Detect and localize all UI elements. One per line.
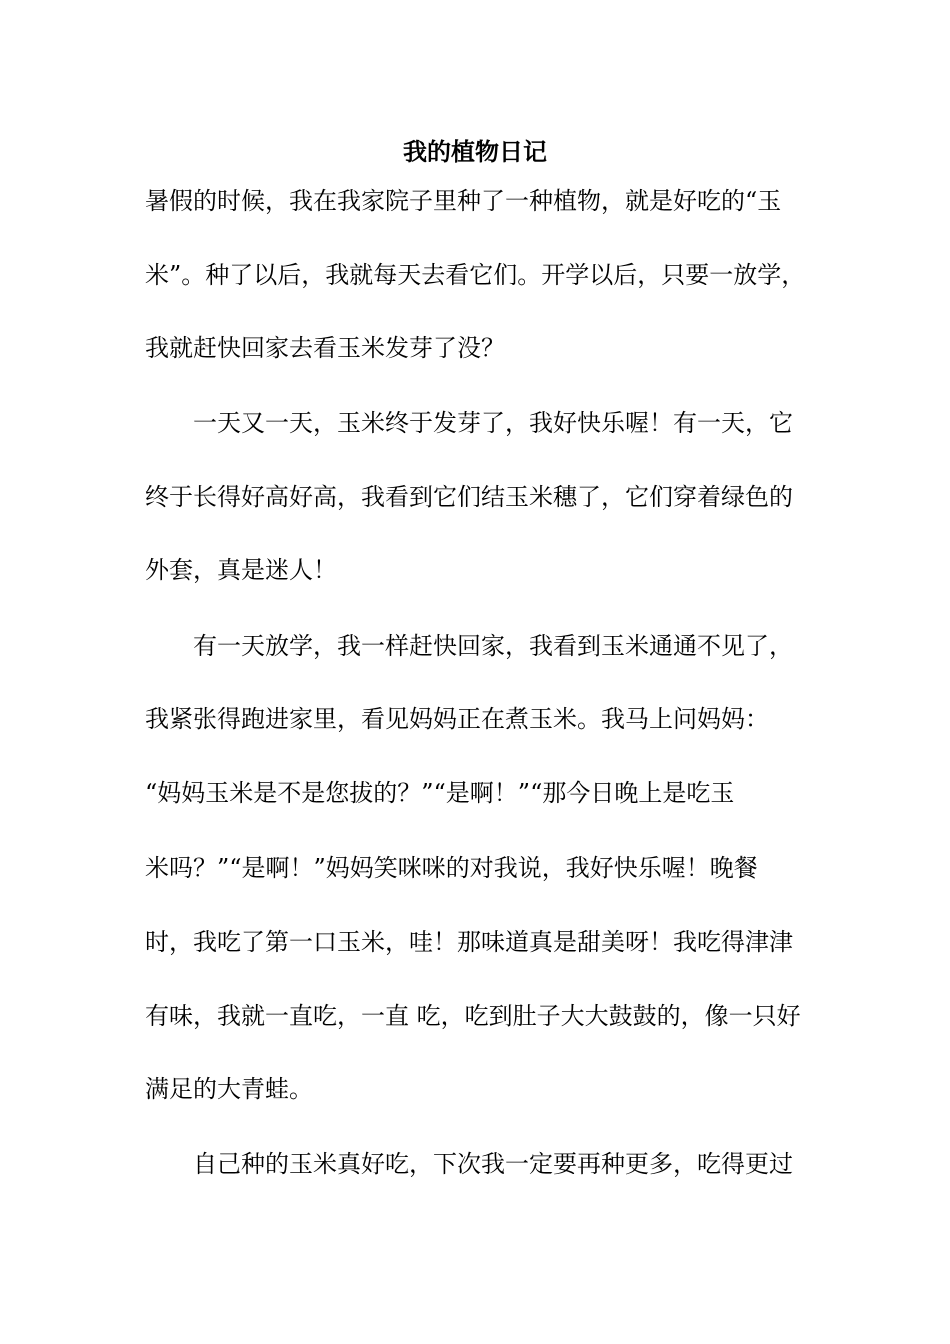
text-line: 我紧张得跑进家里，看见妈妈正在煮玉米。我马上问妈妈：: [145, 705, 769, 733]
text-line: 外套，真是迷人！: [145, 556, 337, 584]
text-line: “妈妈玉米是不是您拔的？”“是啊！”“那今日晚上是吃玉: [145, 779, 735, 807]
text-line: 自己种的玉米真好吃，下次我一定要再种更多，吃得更过: [193, 1150, 793, 1178]
text-line: 满足的大青蛙。: [145, 1075, 313, 1103]
text-line: 终于长得好高好高，我看到它们结玉米穗了，它们穿着绿色的: [145, 483, 793, 511]
text-line: 时，我吃了第一口玉米，哇！那味道真是甜美呀！我吃得津津: [145, 928, 793, 956]
text-line: 一天又一天，玉米终于发芽了，我好快乐喔！有一天，它: [193, 409, 793, 437]
text-line: 我就赶快回家去看玉米发芽了没？: [145, 334, 505, 362]
text-line: 有一天放学，我一样赶快回家，我看到玉米通通不见了，: [193, 632, 793, 660]
text-line: 暑假的时候，我在我家院子里种了一种植物，就是好吃的“玉: [145, 187, 782, 215]
document-title: 我的植物日记: [403, 137, 547, 166]
text-line: 有味，我就一直吃，一直 吃，吃到肚子大大鼓鼓的，像一只好: [145, 1002, 801, 1030]
text-line: 米”。种了以后，我就每天去看它们。开学以后，只要一放学，: [145, 261, 806, 289]
text-line: 米吗？”“是啊！”妈妈笑咪咪的对我说，我好快乐喔！晚餐: [145, 854, 758, 882]
